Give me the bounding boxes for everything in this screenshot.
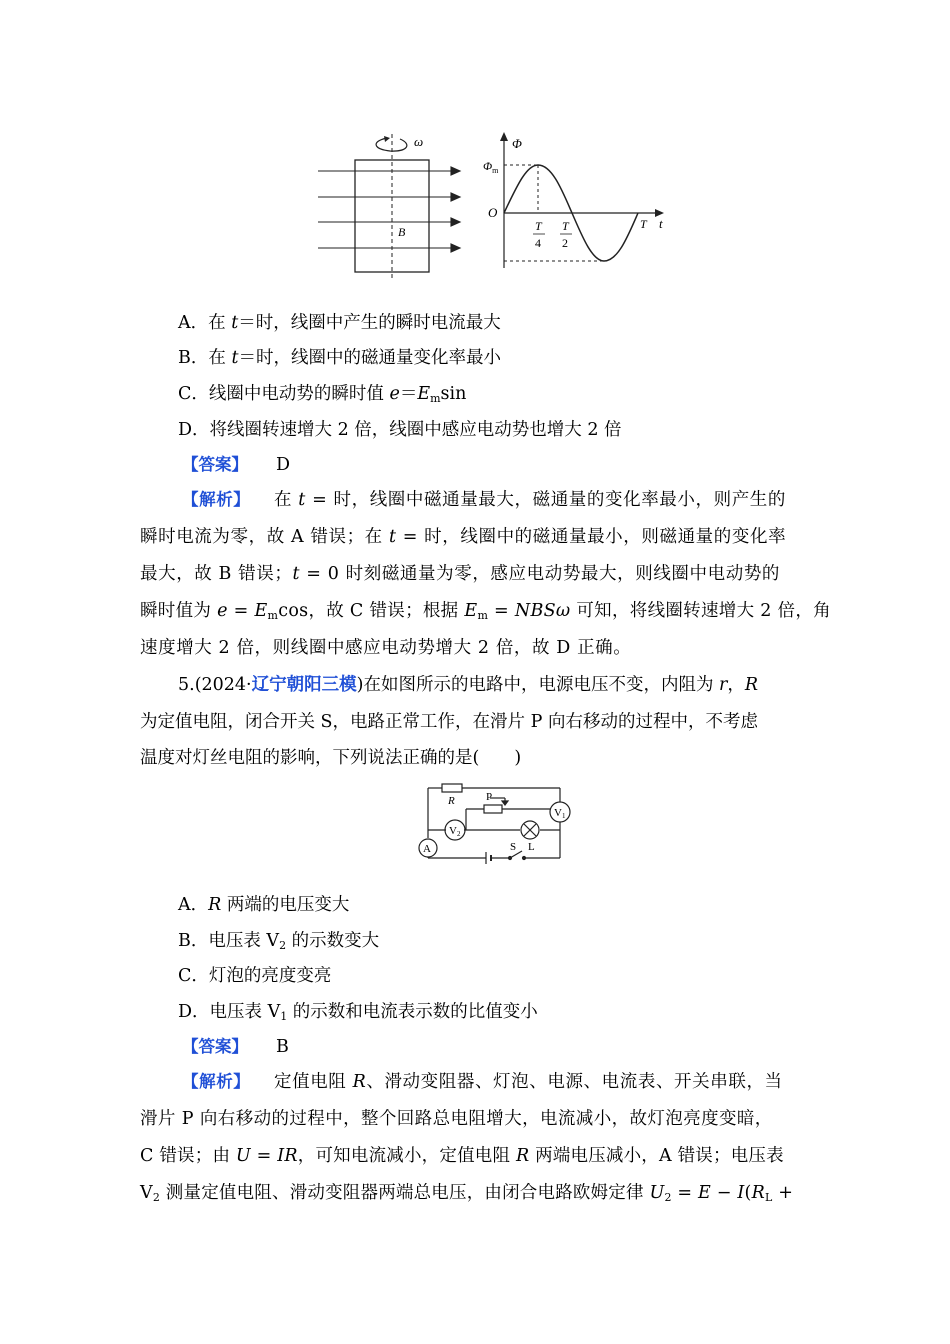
label-l: L [528,841,535,853]
svg-text:4: 4 [535,236,541,250]
label-v2: V2 [449,825,461,838]
q5-option-b[interactable]: B．电压表 $V_2$ 的示数变大 [178,931,380,952]
field-label: B [398,225,406,239]
q4-analysis-line-5: 速度增大 2 倍，则线圈中感应电动势增大 2 倍，故 D 正确。 [140,638,632,658]
q5-option-c[interactable]: C．灯泡的亮度变亮 [178,966,332,986]
svg-text:2: 2 [562,236,568,250]
coil-figure [310,128,480,278]
resistor-r [442,784,462,792]
tick-t4 [533,219,545,250]
q4-analysis-line-2: 瞬时电流为零，故 A 错误；在 t = 时，线圈中的磁通量最小，则磁通量的变化率 [140,527,787,547]
peak-label: $\Phi_m$ [483,159,499,175]
q4-answer: 【答案】 D [182,455,291,475]
q5-option-d[interactable]: D．电压表 $V_1$ 的示数和电流表示数的比值变小 [178,1002,538,1023]
q4-analysis-line-4: 瞬时值为 $e = E_m\cos$，故 C 错误；根据 $E_m = NBS\omega$ 可知，将线圈转速增大 2 倍，角 [140,601,831,622]
tick-t: T [640,217,647,231]
q4-option-a[interactable]: A．在 t＝时，线圈中产生的瞬时电流最大 [178,313,501,333]
answer-label: 【答案】 [182,455,248,474]
analysis-label: 【解析】 [182,1072,251,1091]
svg-text:T: T [535,219,542,233]
x-axis-label: t [659,216,663,231]
q4-option-b[interactable]: B．在 t＝时，线圈中的磁通量变化率最小 [178,348,501,368]
q4-analysis-line-1: 【解析】 在 t = 时，线圈中磁通量最大，磁通量的变化率最小，则产生的 [182,490,786,510]
circuit-diagram [410,778,580,870]
label-a: A [423,843,431,855]
q4-option-d[interactable]: D．将线圈转速增大 2 倍，线圈中感应电动势也增大 2 倍 [178,420,622,440]
q4-option-c[interactable]: C．线圈中电动势的瞬时值 $e=E_m\sin$ [178,384,467,405]
q5-stem-line-2: 为定值电阻，闭合开关 S，电路正常工作，在滑片 P 向右移动的过程中，不考虑 [140,712,758,732]
q5-analysis-line-4: $V_2$ 测量定值电阻、滑动变阻器两端总电压，由闭合电路欧姆定律 $U_2 = E - I(R_L$ + [140,1183,794,1204]
q5-analysis-line-3: C 错误；由 U = IR，可知电流减小，定值电阻 R 两端电压减小，A 错误；电压表 [140,1146,784,1166]
tick-t2 [560,219,572,250]
q5-analysis-line-2: 滑片 P 向右移动的过程中，整个回路总电阻增大，电流减小，故灯泡亮度变暗， [140,1109,773,1129]
q5-stem-line-1: 5.(2024·辽宁朝阳三模)在如图所示的电路中，电源电压不变，内阻为 r，R [178,675,759,695]
omega-label: ω [414,134,424,149]
label-v1: V1 [554,807,566,820]
q5-analysis-line-1: 【解析】 定值电阻 R、滑动变阻器、灯泡、电源、电流表、开关串联，当 [182,1072,783,1092]
answer-label: 【答案】 [182,1037,248,1056]
origin-label: O [488,205,498,220]
magnetic-field-lines [318,167,460,252]
label-r: R [448,795,455,807]
rotation-arrow-icon [376,138,407,151]
label-s: S [510,841,517,853]
analysis-label: 【解析】 [182,490,251,509]
q5-stem-line-3: 温度对灯丝电阻的影响，下列说法正确的是( ) [140,748,522,768]
q4-analysis-line-3: 最大，故 B 错误；t = 0 时刻磁通量为零，感应电动势最大，则线圈中电动势的 [140,564,781,584]
question-source: 辽宁朝阳三模 [251,675,357,695]
flux-graph [480,128,680,278]
label-p: P [486,791,493,803]
y-axis-label: Φ [512,136,522,151]
rheostat [484,805,502,813]
svg-text:T: T [562,219,569,233]
q5-option-a[interactable]: A．R 两端的电压变大 [178,895,350,915]
q5-answer: 【答案】 B [182,1037,289,1057]
